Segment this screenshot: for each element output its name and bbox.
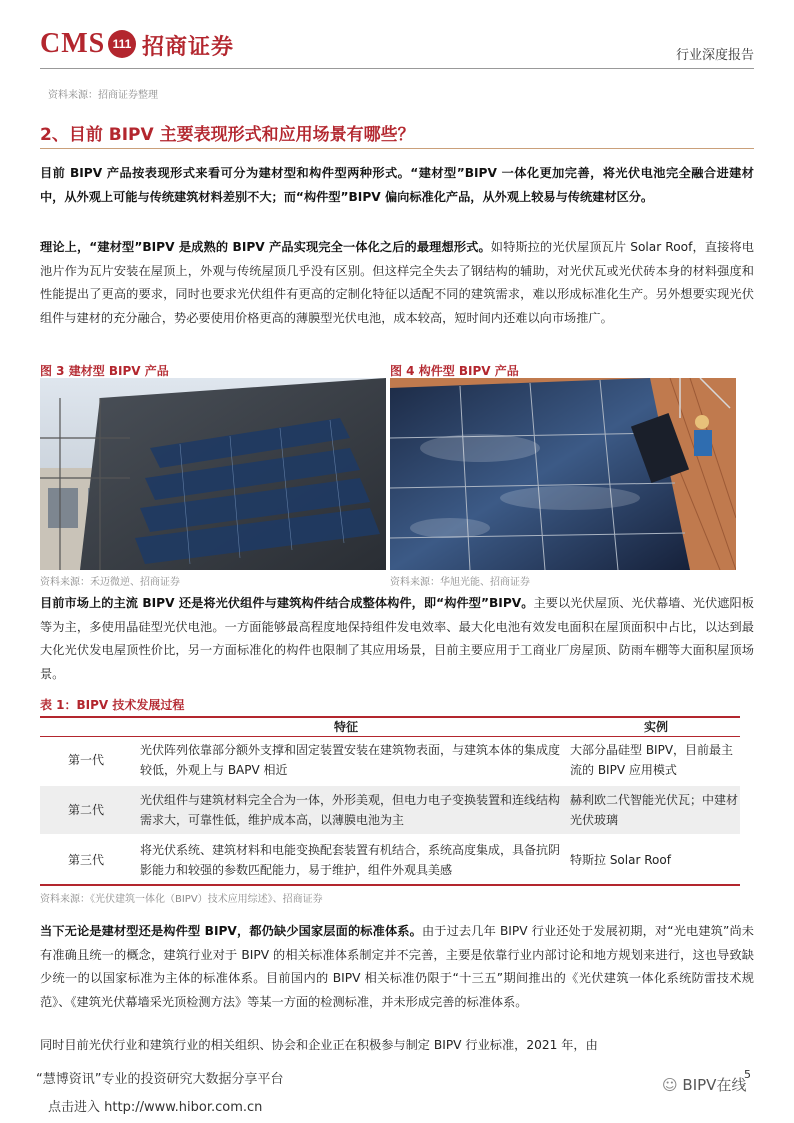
table-cell-feature: 将光伏系统、建筑材料和电能变换配套装置有机结合，系统高度集成，具备抗阴影能力和较强的参数匹配能力，易于维护，组件外观具美感	[140, 843, 561, 877]
table-cell-example: 特斯拉 Solar Roof	[570, 853, 671, 867]
paragraph-3-bold: 目前市场上的主流 BIPV 还是将光伏组件与建筑构件结合成整体构件，即“构件型”BIPV。	[40, 596, 534, 610]
section-title: 2、目前 BIPV 主要表现形式和应用场景有哪些？	[40, 125, 415, 145]
wechat-icon: ☺	[662, 1076, 678, 1094]
paragraph-1-text: 目前 BIPV 产品按表现形式来看可分为建材型和构件型两种形式。“建材型”BIPV 一体化更加完善，将光伏电池完全融合进建材中，从外观上可能与传统建筑材料差别不大；而“构件型”BIPV 偏向标准化产品，从外观上较易与传统建材区分。	[40, 166, 754, 204]
table-cell-gen: 第一代	[68, 753, 105, 767]
table-row	[40, 738, 740, 782]
fig4-image	[390, 378, 736, 570]
fig3-title: 图 3 建材型 BIPV 产品	[40, 364, 169, 378]
table-title: 表 1：BIPV 技术发展过程	[40, 698, 185, 712]
table-row	[40, 786, 740, 834]
paragraph-5: 同时目前光伏行业和建筑行业的相关组织、协会和企业正在积极参与制定 BIPV 行业标准，2021 年，由	[40, 1038, 598, 1052]
table-header-feature: 特征	[334, 720, 359, 734]
fig3-image	[40, 378, 386, 570]
table-header	[40, 716, 740, 737]
fig4-source: 资料来源：华旭光能、招商证券	[390, 577, 530, 588]
section-divider	[40, 148, 754, 149]
header-divider	[40, 68, 754, 69]
logo-company-name: 招商证券	[142, 34, 235, 60]
top-source: 资料来源：招商证券整理	[48, 90, 158, 101]
table-cell-gen: 第三代	[68, 853, 105, 867]
table-cell-gen: 第二代	[68, 803, 105, 817]
fig4-title: 图 4 构件型 BIPV 产品	[390, 364, 519, 378]
paragraph-1	[40, 162, 754, 209]
table-cell-feature: 光伏阵列依靠部分额外支撑和固定装置安装在建筑物表面，与建筑本体的集成度较低，外观上与 BAPV 相近	[140, 743, 561, 777]
paragraph-2	[40, 236, 754, 330]
table-source: 资料来源：《光伏建筑一体化（BIPV）技术应用综述》、招商证券	[40, 894, 323, 905]
footer-link[interactable]: 点击进入 http://www.hibor.com.cn	[48, 1100, 263, 1115]
fig3-source: 资料来源：禾迈微逆、招商证券	[40, 577, 180, 588]
logo-cms: CMS	[40, 28, 106, 59]
table-cell-example: 大部分晶硅型 BIPV，目前最主流的 BIPV 应用模式	[570, 743, 734, 777]
paragraph-3-text: 主要以光伏屋顶、光伏幕墙、光伏遮阳板等为主，多使用晶硅型光伏电池。一方面能够最高程度地保持组件发电效率、最大化电池有效发电面积在屋顶面积中占比，以达到最大化光伏发电屋顶性价比，另一方面标准化的构件也限制了其应用场景，目前主要应用于工商业厂房屋顶、防雨车棚等大面积屋顶场景。	[40, 596, 754, 681]
paragraph-4-text: 由于过去几年 BIPV 行业还处于发展初期，对“光电建筑”尚未有准确且统一的概念，建筑行业对于 BIPV 的相关标准体系制定并不完善，主要是依靠行业内部讨论和地方规划来进行，这也导致缺少统一的以国家标准为主体的标准体系。目前国内的 BIPV 相关标准仍限于“十三五”期间推出的《光伏建筑一体化系统防雷技术规范》、《建筑光伏幕墙采光顶检测方法》等某一方面的检测标准，并未形成完善的标准体系。	[40, 924, 754, 1009]
report-type: 行业深度报告	[675, 48, 754, 63]
wechat-account: BIPV在线	[682, 1076, 747, 1094]
paragraph-4	[40, 920, 754, 1014]
logo-mark-icon: 111	[108, 30, 136, 58]
paragraph-2-text: 如特斯拉的光伏屋顶瓦片 Solar Roof，直接将电池片作为瓦片安装在屋顶上，外观与传统屋顶几乎没有区别。但这样完全失去了钢结构的辅助，对光伏瓦或光伏砖本身的材料强度和性能提出了更高的要求，同时也要求光伏组件有更高的定制化特征以适配不同的建筑需求，难以形成标准化生产。另外想要实现光伏组件与建材的充分融合，势必要使用价格更高的薄膜型光伏电池，成本较高，短时间内还难以向市场推广。	[40, 240, 754, 325]
table-cell-example: 赫利欧二代智能光伏瓦；中建材光伏玻璃	[570, 793, 739, 827]
page-number: 5	[744, 1068, 751, 1081]
table-row	[40, 838, 740, 882]
paragraph-4-bold: 当下无论是建材型还是构件型 BIPV，都仍缺少国家层面的标准体系。	[40, 924, 422, 938]
paragraph-3	[40, 592, 754, 686]
footer-platform: “慧博资讯”专业的投资研究大数据分享平台	[36, 1072, 284, 1087]
paragraph-2-bold: 理论上，“建材型”BIPV 是成熟的 BIPV 产品实现完全一体化之后的最理想形式。	[40, 240, 491, 254]
wechat-watermark	[662, 1074, 746, 1095]
table-cell-feature: 光伏组件与建筑材料完全合为一体，外形美观，但电力电子变换装置和连线结构需求大，可靠性低，维护成本高，以薄膜电池为主	[140, 793, 561, 827]
table-header-example: 实例	[644, 720, 669, 734]
table-bottom-rule	[40, 884, 740, 886]
